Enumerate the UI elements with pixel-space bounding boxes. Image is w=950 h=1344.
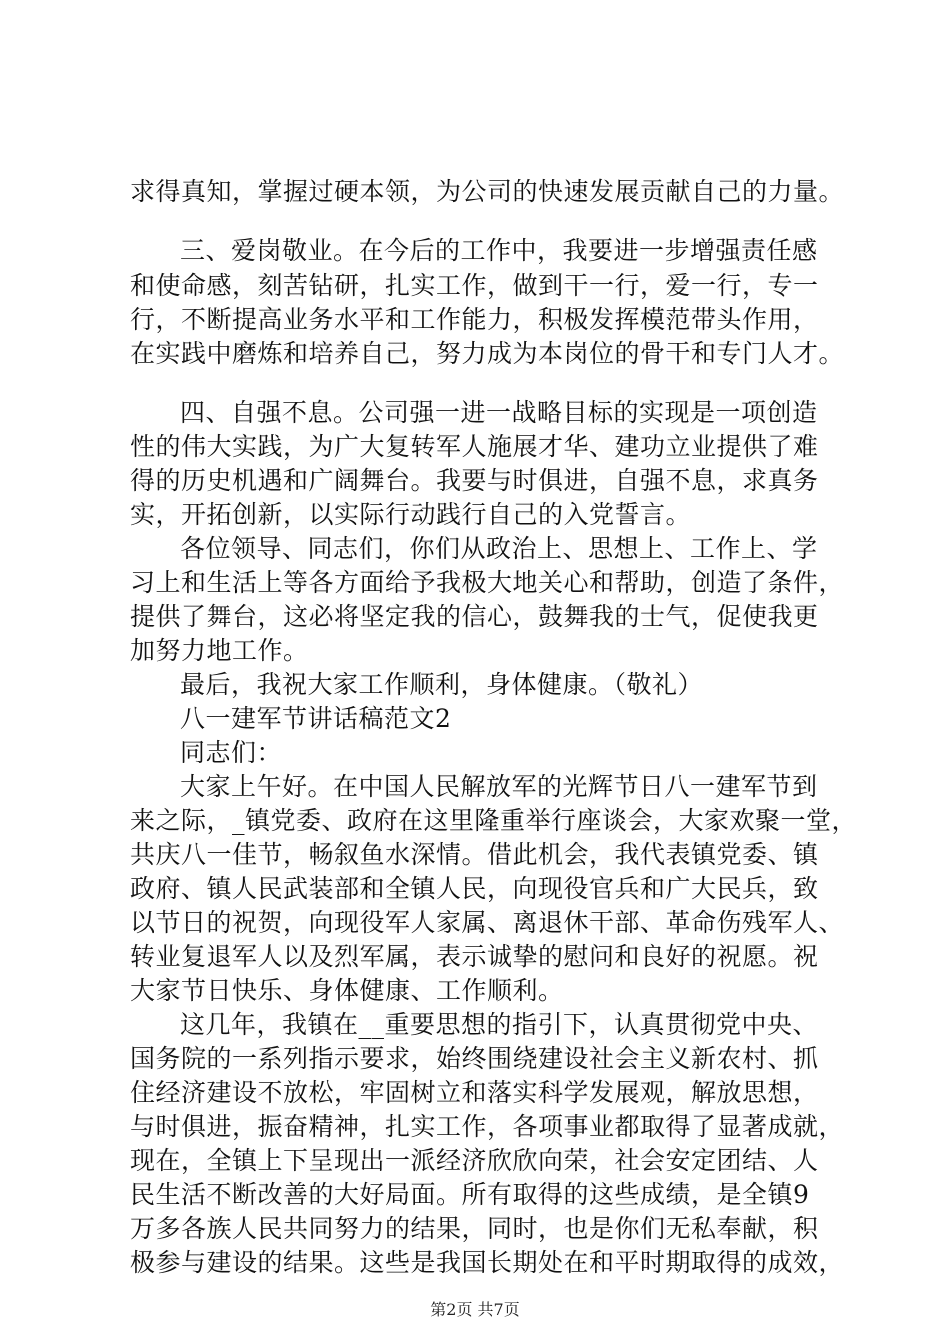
text-line: 三、爱岗敬业。在今后的工作中，我要进一步增强责任感 [180, 236, 818, 265]
text-line: 共庆八一佳节，畅叙鱼水深情。借此机会，我代表镇党委、镇 [130, 840, 819, 869]
text-line: 大家上午好。在中国人民解放军的光辉节日八一建军节到 [180, 772, 818, 801]
text-line: 政府、镇人民武装部和全镇人民，向现役官兵和广大民兵，致 [130, 874, 819, 903]
salutation: 同志们： [180, 738, 283, 767]
text-line: 民生活不断改善的大好局面。所有取得的这些成绩，是全镇9 [130, 1180, 810, 1209]
text-line: 行，不断提高业务水平和工作能力，积极发挥模范带头作用， [130, 305, 819, 334]
text-line: 提供了舞台，这必将坚定我的信心，鼓舞我的士气，促使我更 [130, 602, 819, 631]
text-line: 得的历史机遇和广阔舞台。我要与时俱进，自强不息，求真务 [130, 466, 819, 495]
text-line: 与时俱进，振奋精神，扎实工作，各项事业都取得了显著成就， [130, 1112, 845, 1141]
section-heading: 八一建军节讲话稿范文2 [180, 704, 452, 733]
text-line: 各位领导、同志们，你们从政治上、思想上、工作上、学 [180, 534, 818, 563]
text-line: 来之际，_镇党委、政府在这里隆重举行座谈会，大家欢聚一堂， [130, 806, 858, 835]
text-line: 这几年，我镇在__重要思想的指引下，认真贯彻党中央、 [180, 1010, 819, 1039]
text-line: 求得真知，掌握过硬本领，为公司的快速发展贡献自己的力量。 [130, 177, 845, 206]
text-line: 住经济建设不放松，牢固树立和落实科学发展观，解放思想， [130, 1078, 819, 1107]
page-number-footer: 第2页 共7页 [430, 1300, 520, 1319]
text-line: 和使命感，刻苦钻研，扎实工作，做到干一行，爱一行，专一 [130, 271, 819, 300]
text-line: 万多各族人民共同努力的结果，同时，也是你们无私奉献，积 [130, 1214, 819, 1243]
text-line: 在实践中磨炼和培养自己，努力成为本岗位的骨干和专门人才。 [130, 339, 845, 368]
text-line: 习上和生活上等各方面给予我极大地关心和帮助，创造了条件， [130, 568, 845, 597]
text-line: 大家节日快乐、身体健康、工作顺利。 [130, 976, 564, 1005]
text-line: 性的伟大实践，为广大复转军人施展才华、建功立业提供了难 [130, 432, 819, 461]
text-line: 转业复退军人以及烈军属，表示诚挚的慰问和良好的祝愿。祝 [130, 942, 819, 971]
text-line: 国务院的一系列指示要求，始终围绕建设社会主义新农村、抓 [130, 1044, 819, 1073]
text-line: 实，开拓创新，以实际行动践行自己的入党誓言。 [130, 500, 692, 529]
text-line: 最后，我祝大家工作顺利，身体健康。（敬礼） [180, 670, 704, 699]
text-line: 四、自强不息。公司强一进一战略目标的实现是一项创造 [180, 398, 818, 427]
text-line: 现在，全镇上下呈现出一派经济欣欣向荣，社会安定团结、人 [130, 1146, 819, 1175]
text-line: 加努力地工作。 [130, 636, 309, 665]
text-line: 极参与建设的结果。这些是我国长期处在和平时期取得的成效， [130, 1248, 845, 1277]
text-line: 以节日的祝贺，向现役军人家属、离退休干部、革命伤残军人、 [130, 908, 845, 937]
